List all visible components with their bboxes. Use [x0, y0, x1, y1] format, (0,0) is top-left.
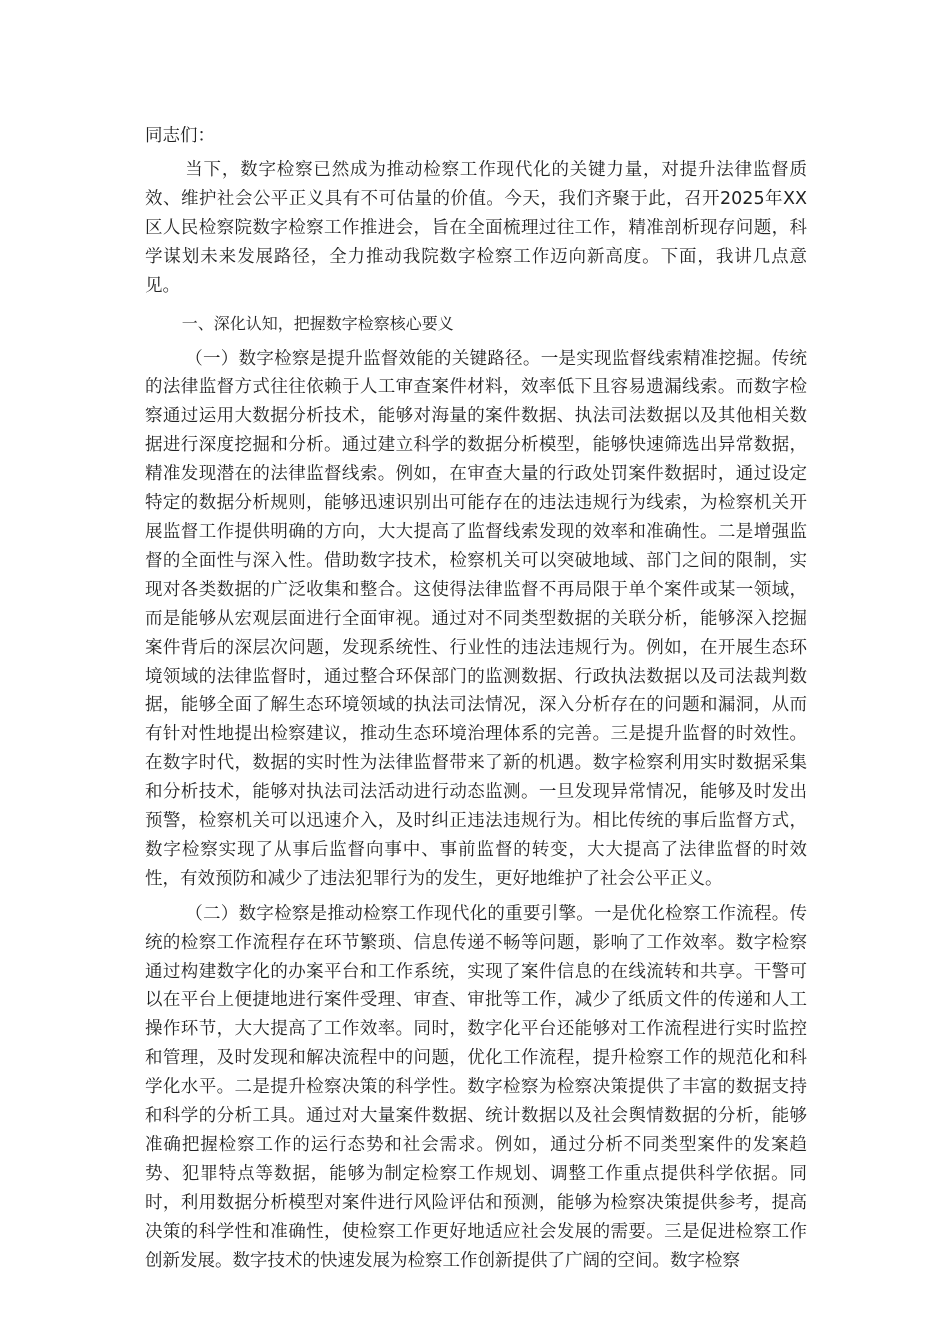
body-paragraph-2: （二）数字检察是推动检察工作现代化的重要引擎。一是优化检察工作流程。传统的检察工作流程存在环节繁琐、信息传递不畅等问题，影响了工作效率。数字检察通过构建数字化的办案平台和工作系统，实现了案件信息的在线流转和共享。干警可以在平台上便捷地进行案件受理、审查、审批等工作，减少了纸质文件的传递和人工操作环节，大大提高了工作效率。同时，数字化平台还能够对工作流程进行实时监控和管理，及时发现和解决流程中的问题，优化工作流程，提升检察工作的规范化和科学化水平。二是提升检察决策的科学性。数字检察为检察决策提供了丰富的数据支持和科学的分析工具。通过对大量案件数据、统计数据以及社会舆情数据的分析，能够准确把握检察工作的运行态势和社会需求。例如，通过分析不同类型案件的发案趋势、犯罪特点等数据，能够为制定检察工作规划、调整工作重点提供科学依据。同时，利用数据分析模型对案件进行风险评估和预测，能够为检察决策提供参考，提高决策的科学性和准确性，使检察工作更好地适应社会发展的需要。三是促进检察工作创新发展。数字技术的快速发展为检察工作创新提供了广阔的空间。数字检察: [145, 903, 807, 1271]
document-page: [145, 121, 807, 1282]
intro-paragraph: 当下，数字检察已然成为推动检察工作现代化的关键力量，对提升法律监督质效、维护社会公平正义具有不可估量的价值。今天，我们齐聚于此，召开2025年XX区人民检察院数字检察工作推进会，旨在全面梳理过往工作，精准剖析现存问题，科学谋划未来发展路径，全力推动我院数字检察工作迈向新高度。下面，我讲几点意见。: [145, 160, 807, 296]
section-heading: 一、深化认知，把握数字检察核心要义: [181, 313, 454, 333]
body-paragraph-1: （一）数字检察是提升监督效能的关键路径。一是实现监督线索精准挖掘。传统的法律监督方式往往依赖于人工审查案件材料，效率低下且容易遗漏线索。而数字检察通过运用大数据分析技术，能够对海量的案件数据、执法司法数据以及其他相关数据进行深度挖掘和分析。通过建立科学的数据分析模型，能够快速筛选出异常数据，精准发现潜在的法律监督线索。例如，在审查大量的行政处罚案件数据时，通过设定特定的数据分析规则，能够迅速识别出可能存在的违法违规行为线索，为检察机关开展监督工作提供明确的方向，大大提高了监督线索发现的效率和准确性。二是增强监督的全面性与深入性。借助数字技术，检察机关可以突破地域、部门之间的限制，实现对各类数据的广泛收集和整合。这使得法律监督不再局限于单个案件或某一领域，而是能够从宏观层面进行全面审视。通过对不同类型数据的关联分析，能够深入挖掘案件背后的深层次问题，发现系统性、行业性的违法违规行为。例如，在开展生态环境领域的法律监督时，通过整合环保部门的监测数据、行政执法数据以及司法裁判数据，能够全面了解生态环境领域的执法司法情况，深入分析存在的问题和漏洞，从而有针对性地提出检察建议，推动生态环境治理体系的完善。三是提升监督的时效性。在数字时代，数据的实时性为法律监督带来了新的机遇。数字检察利用实时数据采集和分析技术，能够对执法司法活动进行动态监测。一旦发现异常情况，能够及时发出预警，检察机关可以迅速介入，及时纠正违法违规行为。相比传统的事后监督方式，数字检察实现了从事后监督向事中、事前监督的转变，大大提高了法律监督的时效性，有效预防和减少了违法犯罪行为的发生，更好地维护了社会公平正义。: [145, 348, 807, 889]
salutation: 同志们：: [145, 126, 215, 146]
